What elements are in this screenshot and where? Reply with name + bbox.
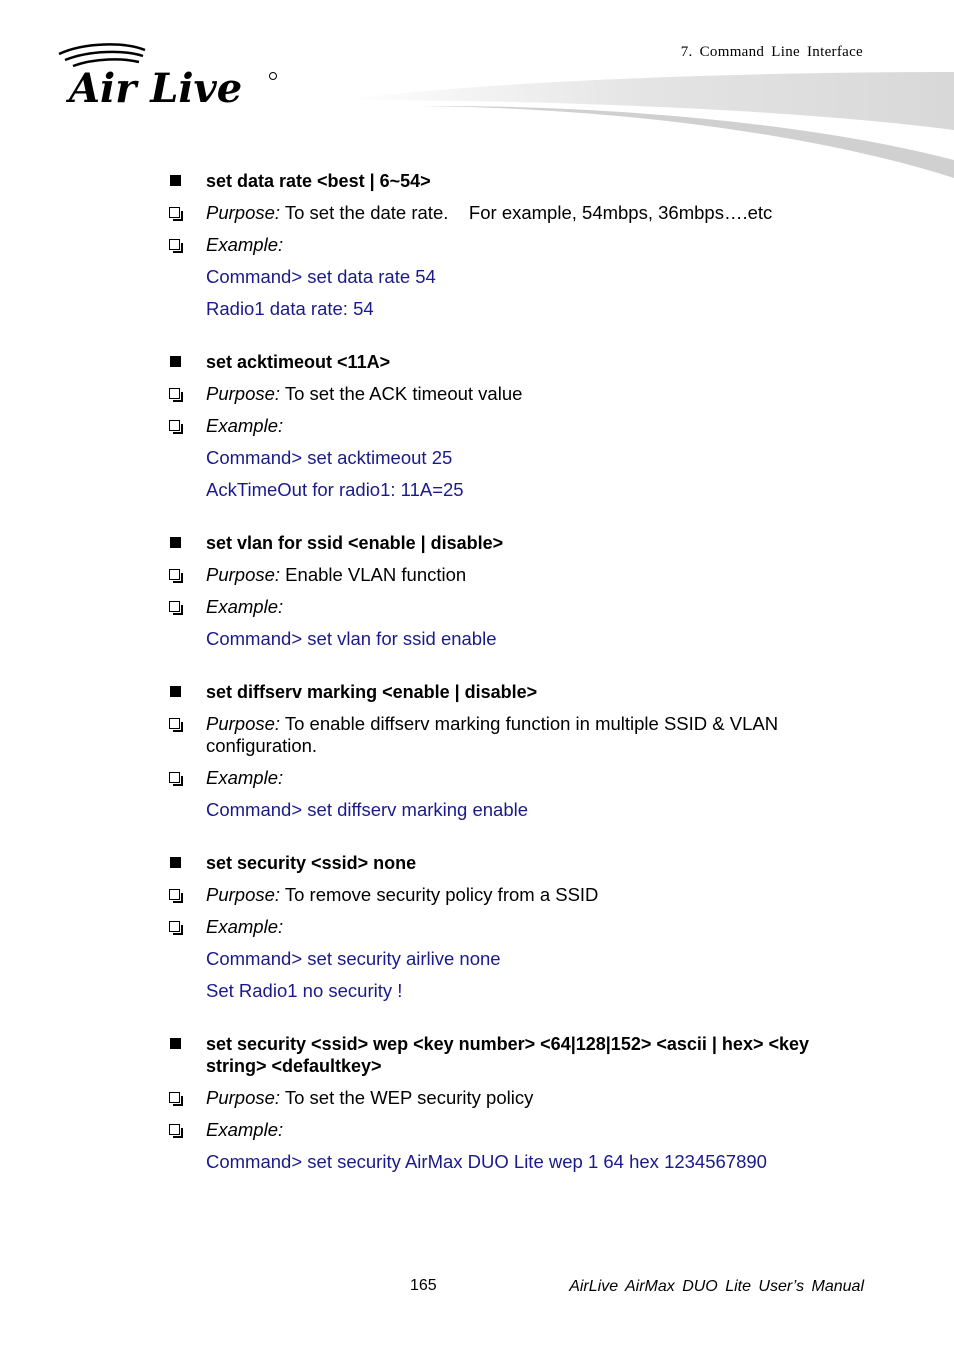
checkbox-bullet-icon (169, 388, 180, 399)
command-title: set acktimeout <11A> (206, 352, 391, 372)
square-bullet-icon (170, 537, 181, 548)
command-heading (167, 532, 867, 554)
purpose-row (167, 713, 867, 757)
command-block (167, 852, 867, 1002)
manual-title: AirLive AirMax DUO Lite User’s Manual (569, 1278, 864, 1295)
command-heading (167, 681, 867, 703)
checkbox-bullet-icon (169, 207, 180, 218)
purpose-row (167, 202, 867, 224)
command-block (167, 681, 867, 821)
purpose-label: Purpose: (206, 884, 281, 905)
command-title: set vlan for ssid <enable | disable> (206, 533, 504, 553)
checkbox-bullet-icon (169, 718, 180, 729)
purpose-text: To set the ACK timeout value (280, 383, 523, 404)
checkbox-bullet-icon (169, 1124, 180, 1135)
command-heading (167, 1033, 867, 1077)
command-list (167, 170, 867, 1204)
example-row (167, 767, 867, 789)
example-line: Command> set security airlive none (206, 948, 501, 969)
command-block (167, 170, 867, 320)
square-bullet-icon (170, 356, 181, 367)
airlive-logo (55, 40, 285, 110)
purpose-text: To enable diffserv marking function in multiple SSID & VLAN configuration. (206, 713, 779, 756)
square-bullet-icon (170, 1038, 181, 1049)
page-number: 165 (410, 1277, 437, 1294)
purpose-label: Purpose: (206, 383, 281, 404)
example-label: Example: (206, 767, 284, 788)
example-row (167, 916, 867, 938)
example-label: Example: (206, 1119, 284, 1140)
command-block (167, 1033, 867, 1173)
checkbox-bullet-icon (169, 772, 180, 783)
checkbox-bullet-icon (169, 420, 180, 431)
purpose-row (167, 564, 867, 586)
purpose-label: Purpose: (206, 202, 281, 223)
chapter-title: 7. Command Line Interface (680, 44, 863, 60)
checkbox-bullet-icon (169, 239, 180, 250)
purpose-row (167, 884, 867, 906)
checkbox-bullet-icon (169, 889, 180, 900)
checkbox-bullet-icon (169, 601, 180, 612)
example-label: Example: (206, 596, 284, 617)
command-block (167, 532, 867, 650)
command-title: set security <ssid> wep <key number> <64|128|152> <ascii | hex> <key string> <defaultkey> (206, 1034, 810, 1076)
command-title: set data rate <best | 6~54> (206, 171, 431, 191)
purpose-label: Purpose: (206, 713, 281, 734)
example-line: Set Radio1 no security ! (206, 980, 403, 1001)
command-heading (167, 852, 867, 874)
example-line: Command> set security AirMax DUO Lite wep 1 64 hex 1234567890 (206, 1151, 767, 1172)
example-line: Command> set acktimeout 25 (206, 447, 453, 468)
example-row (167, 415, 867, 437)
example-line: Command> set diffserv marking enable (206, 799, 529, 820)
square-bullet-icon (170, 175, 181, 186)
square-bullet-icon (170, 686, 181, 697)
example-label: Example: (206, 916, 284, 937)
square-bullet-icon (170, 857, 181, 868)
checkbox-bullet-icon (169, 1092, 180, 1103)
purpose-text: To set the WEP security policy (280, 1087, 534, 1108)
command-title: set diffserv marking <enable | disable> (206, 682, 538, 702)
svg-text:Air Live: Air Live (69, 65, 243, 110)
command-block (167, 351, 867, 501)
command-title: set security <ssid> none (206, 853, 417, 873)
example-label: Example: (206, 234, 284, 255)
checkbox-bullet-icon (169, 569, 180, 580)
command-heading (167, 170, 867, 192)
example-label: Example: (206, 415, 284, 436)
example-line: Radio1 data rate: 54 (206, 298, 374, 319)
purpose-label: Purpose: (206, 564, 281, 585)
purpose-row (167, 383, 867, 405)
example-line: Command> set vlan for ssid enable (206, 628, 497, 649)
example-row (167, 234, 867, 256)
purpose-text: Enable VLAN function (280, 564, 467, 585)
checkbox-bullet-icon (169, 921, 180, 932)
example-row (167, 1119, 867, 1141)
purpose-text: To set the date rate. For example, 54mbps, 36mbps….etc (280, 202, 773, 223)
purpose-row (167, 1087, 867, 1109)
example-line: AckTimeOut for radio1: 11A=25 (206, 479, 464, 500)
example-line: Command> set data rate 54 (206, 266, 436, 287)
purpose-label: Purpose: (206, 1087, 281, 1108)
example-row (167, 596, 867, 618)
command-heading (167, 351, 867, 373)
purpose-text: To remove security policy from a SSID (280, 884, 599, 905)
